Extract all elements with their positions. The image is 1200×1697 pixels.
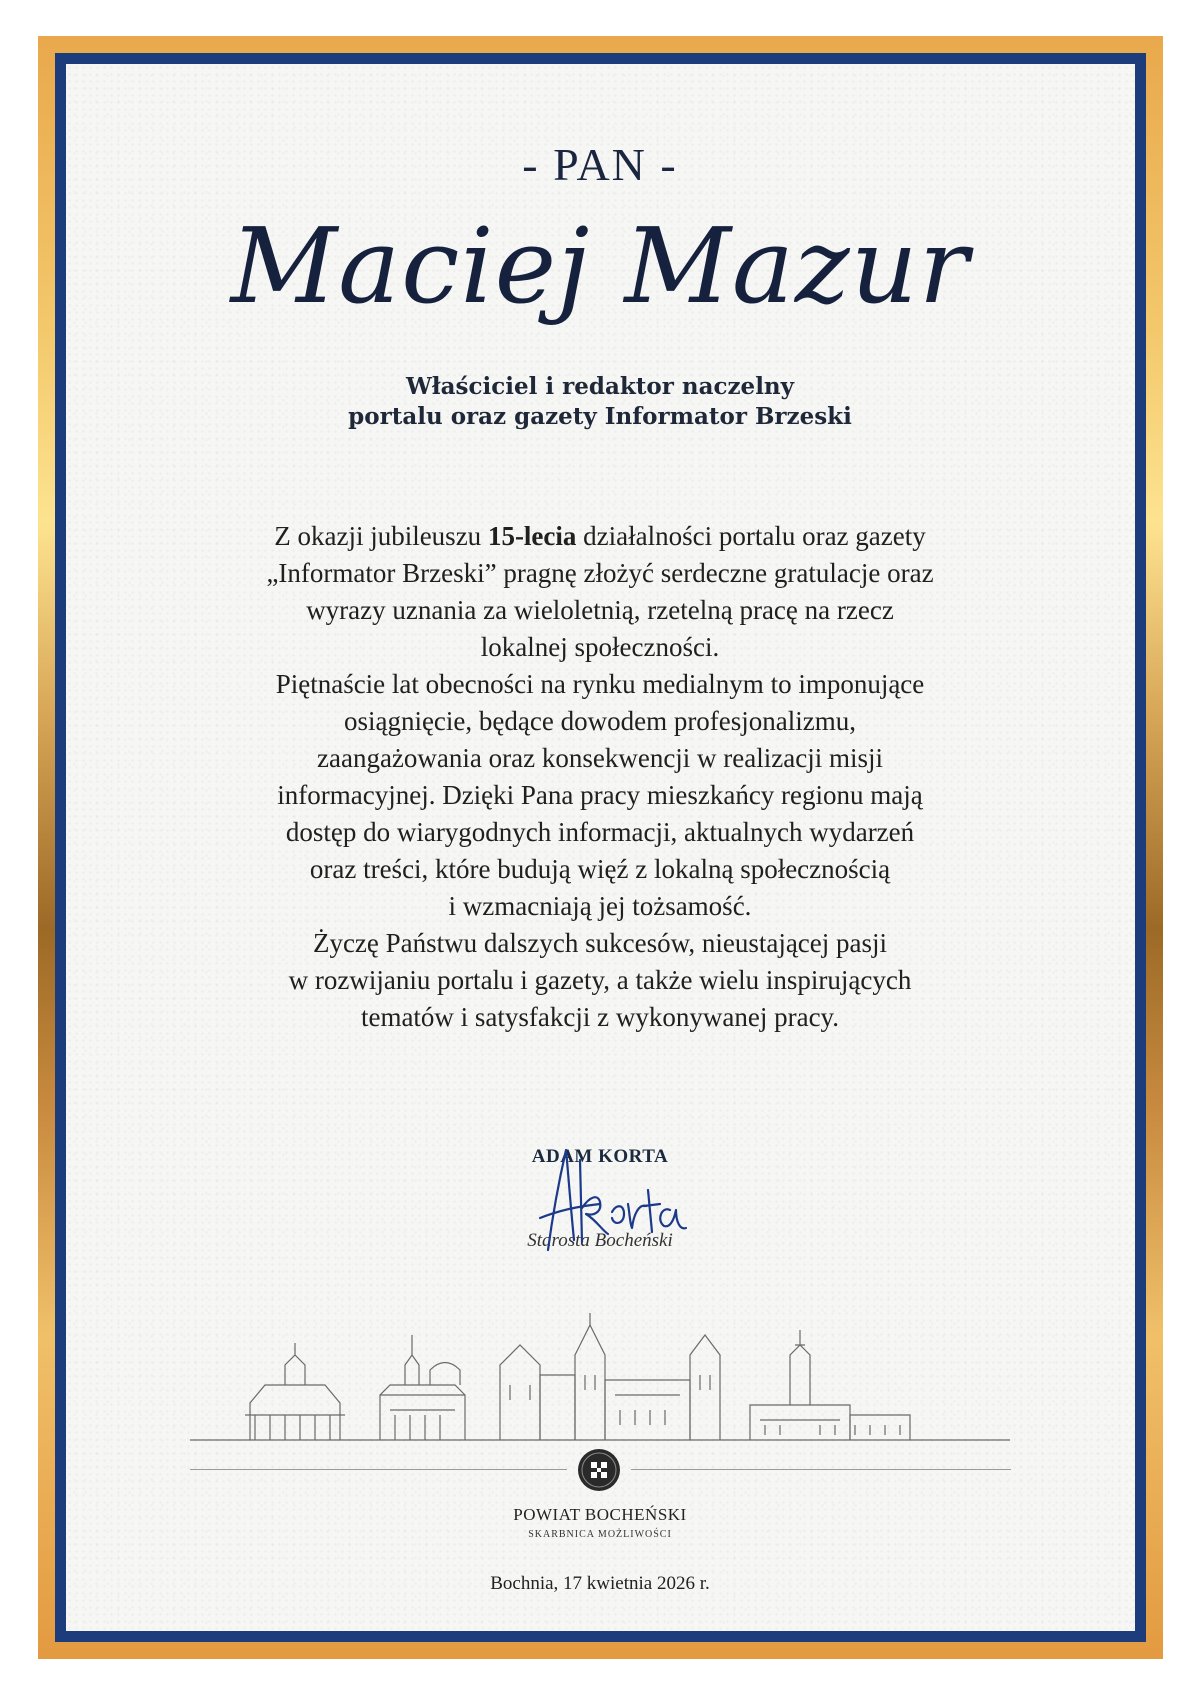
body-line: tematów i satysfakcji z wykonywanej pracy. bbox=[360, 1002, 840, 1032]
handwritten-signature bbox=[520, 1130, 690, 1270]
signer-name: ADAM KORTA bbox=[531, 1146, 669, 1167]
body-line: osiągnięcie, będące dowodem profesjonalizmu, bbox=[343, 706, 857, 736]
body-line bbox=[0, 518, 1200, 555]
body-line: oraz treści, które budują więź z lokalną społecznością bbox=[309, 854, 891, 884]
signer-title: Starosta Bocheński bbox=[527, 1230, 673, 1251]
body-line: Piętnaście lat obecności na rynku medialnym to imponujące bbox=[275, 669, 925, 699]
town-skyline-illustration bbox=[190, 1285, 1010, 1445]
body-line: „Informator Brzeski” pragnę złożyć serdeczne gratulacje oraz bbox=[266, 558, 934, 588]
body-text-segment: Z okazji jubileuszu bbox=[274, 521, 488, 551]
body-line: wyrazy uznania za wieloletnią, rzetelną pracę na rzecz bbox=[306, 595, 894, 625]
anniversary-highlight: 15-lecia bbox=[487, 521, 577, 551]
recipient-position bbox=[0, 372, 1200, 432]
body-text-segment: działalności portalu oraz gazety bbox=[576, 521, 926, 551]
place-and-date: Bochnia, 17 kwietnia 2026 r. bbox=[490, 1573, 710, 1594]
position-line: Właściciel i redaktor naczelny bbox=[405, 373, 795, 400]
body-line: dostęp do wiarygodnych informacji, aktualnych wydarzeń bbox=[285, 817, 915, 847]
org-tagline: SKARBNICA MOŻLIWOŚCI bbox=[528, 1529, 672, 1540]
footer-divider-right bbox=[631, 1469, 1011, 1470]
body-line: lokalnej społeczności. bbox=[480, 632, 720, 662]
position-line: portalu oraz gazety Informator Brzeski bbox=[348, 403, 852, 430]
county-emblem-icon bbox=[577, 1448, 621, 1492]
body-line: informacyjnej. Dzięki Pana pracy mieszkańcy regionu mają bbox=[277, 780, 923, 810]
org-name: POWIAT BOCHEŃSKI bbox=[513, 1505, 687, 1524]
body-line: zaangażowania oraz konsekwencji w realizacji misji bbox=[317, 743, 883, 773]
body-line: Życzę Państwu dalszych sukcesów, nieustającej pasji bbox=[312, 928, 888, 958]
footer-divider-left bbox=[190, 1469, 567, 1470]
body-line: i wzmacniają jej tożsamość. bbox=[448, 891, 752, 921]
letter-body bbox=[0, 518, 1200, 1036]
recipient-name: Maciej Mazur bbox=[230, 205, 970, 327]
body-line: w rozwijaniu portalu i gazety, a także wielu inspirujących bbox=[288, 965, 912, 995]
honorific: - PAN - bbox=[522, 139, 678, 190]
